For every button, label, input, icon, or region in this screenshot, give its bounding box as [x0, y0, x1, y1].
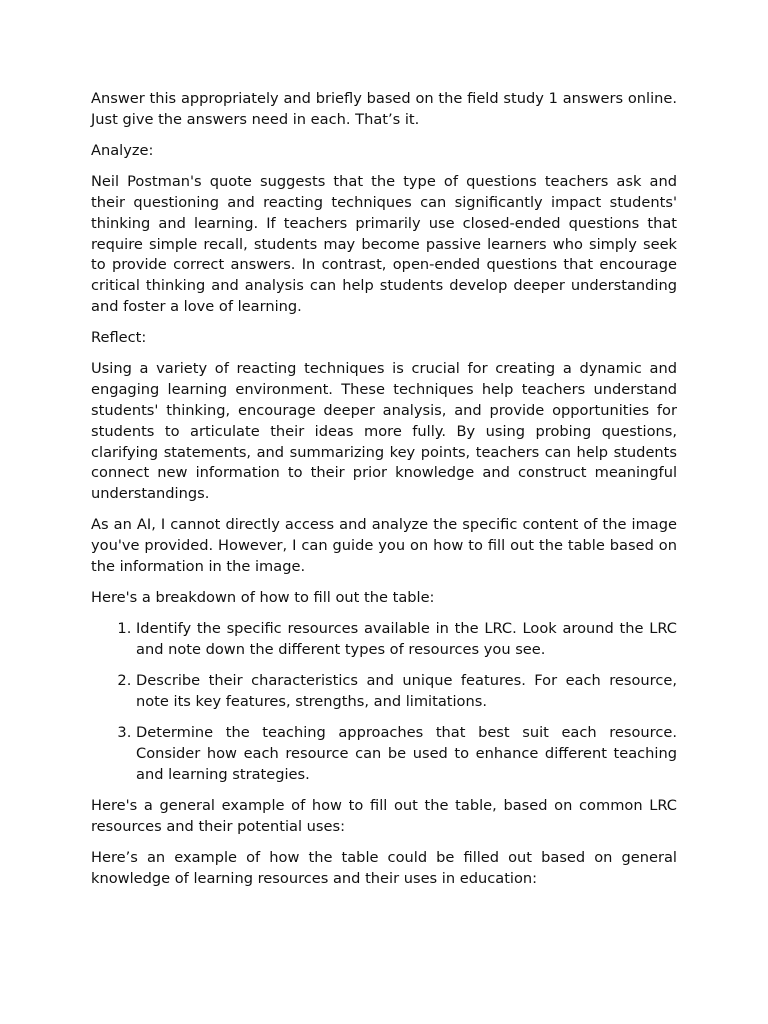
example-intro-paragraph: Here’s an example of how the table could be filled out based on general knowledge of learning resources and their uses in education: [91, 849, 677, 887]
steps-list [91, 619, 677, 785]
reflect-heading: Reflect: [91, 329, 147, 347]
analyze-paragraph: Neil Postman's quote suggests that the type of questions teachers ask and their questioning and reacting techniques can significantly impact students' thinking and learning. If teachers primarily use closed-ended questions that require simple recall, students may become passive learners who simply seek to provide correct answers. In contrast, open-ended questions that encourage critical thinking and analysis can help students develop deeper understanding and foster a love of learning. [91, 173, 677, 315]
reflect-paragraph: Using a variety of reacting techniques is crucial for creating a dynamic and engaging learning environment. These techniques help teachers understand students' thinking, encourage deeper analysis, and provide opportunities for students to articulate their ideas more fully. By using probing questions, clarifying statements, and summarizing key points, teachers can help students connect new information to their prior knowledge and construct meaningful understandings. [91, 360, 677, 503]
breakdown-intro: Here's a breakdown of how to fill out the table: [91, 589, 435, 607]
ai-note-paragraph: As an AI, I cannot directly access and analyze the specific content of the image you've provided. However, I can guide you on how to fill out the table based on the information in the image. [91, 516, 677, 575]
step-item-2: 2. Describe their characteristics and unique features. For each resource, note its key features, strengths, and limitations. [136, 671, 677, 713]
intro-paragraph: Answer this appropriately and briefly based on the field study 1 answers online. Just give the answers need in each. That’s it. [91, 90, 677, 128]
step-item-1: 1. Identify the specific resources available in the LRC. Look around the LRC and note down the different types of resources you see. [136, 619, 677, 661]
general-example-paragraph: Here's a general example of how to fill out the table, based on common LRC resources and their potential uses: [91, 797, 677, 835]
step-item-3: 3. Determine the teaching approaches that best suit each resource. Consider how each resource can be used to enhance different teaching and learning strategies. [136, 723, 677, 785]
analyze-heading: Analyze: [91, 141, 154, 159]
document-page [91, 89, 677, 900]
